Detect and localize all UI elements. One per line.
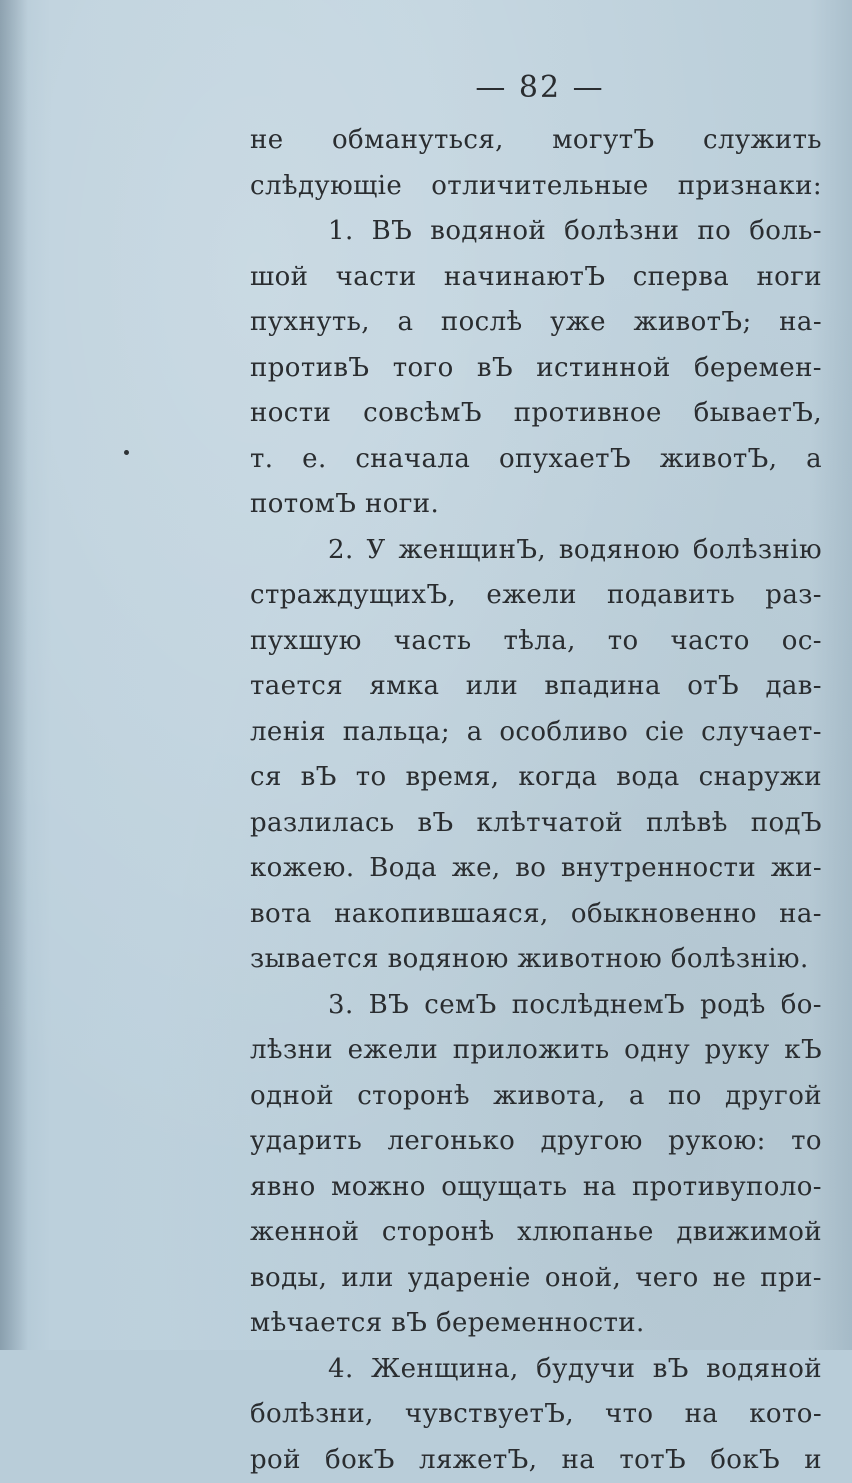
text-line: зывается водяною животною болѣзнію. bbox=[250, 937, 822, 983]
text-line: потомЪ ноги. bbox=[250, 482, 822, 528]
text-line: вота накопившаяся, обыкновенно на- bbox=[250, 892, 822, 938]
binding-shadow bbox=[0, 0, 28, 1350]
text-line: явно можно ощущать на противуполо- bbox=[250, 1165, 822, 1211]
text-line: не обмануться, могутЪ служить bbox=[250, 118, 822, 164]
text-line: ударить легонько другою рукою: то bbox=[250, 1119, 822, 1165]
text-line: пухнуть, а послѣ уже животЪ; на- bbox=[250, 300, 822, 346]
text-line: болѣзни, чувствуетЪ, что на кото- bbox=[250, 1392, 822, 1438]
text-line: воды, или удареніе оной, чего не при- bbox=[250, 1256, 822, 1302]
text-line: 3. ВЪ семЪ послѣднемЪ родѣ бо- bbox=[250, 983, 822, 1029]
text-line: ности совсѣмЪ противное бываетЪ, bbox=[250, 391, 822, 437]
text-line: рой бокЪ ляжетЪ, на тотЪ бокЪ и bbox=[250, 1438, 822, 1483]
text-line: кожею. Вода же, во внутренности жи- bbox=[250, 846, 822, 892]
text-line: страждущихЪ, ежели подавить раз- bbox=[250, 573, 822, 619]
text-line: 4. Женщина, будучи вЪ водяной bbox=[250, 1347, 822, 1393]
text-line: противЪ того вЪ истинной беремен- bbox=[250, 346, 822, 392]
text-line: 2. У женщинЪ, водяною болѣзнію bbox=[250, 528, 822, 574]
text-line: мѣчается вЪ беременности. bbox=[250, 1301, 822, 1347]
text-line: женной сторонѣ хлюпанье движимой bbox=[250, 1210, 822, 1256]
text-line: одной сторонѣ живота, а по другой bbox=[250, 1074, 822, 1120]
text-line: тается ямка или впадина отЪ дав- bbox=[250, 664, 822, 710]
text-line: ленія пальца; а особливо сіе случает- bbox=[250, 710, 822, 756]
page-number: — 82 — bbox=[470, 70, 610, 105]
body-text bbox=[250, 118, 822, 1483]
text-line: ся вЪ то время, когда вода снаружи bbox=[250, 755, 822, 801]
text-line: т. е. сначала опухаетЪ животЪ, а bbox=[250, 437, 822, 483]
text-line: лѣзни ежели приложить одну руку кЪ bbox=[250, 1028, 822, 1074]
text-line: 1. ВЪ водяной болѣзни по боль- bbox=[250, 209, 822, 255]
ink-speck bbox=[124, 450, 129, 455]
text-line: разлилась вЪ клѣтчатой плѣвѣ подЪ bbox=[250, 801, 822, 847]
text-line: слѣдующіе отличительные признаки: bbox=[250, 164, 822, 210]
text-line: шой части начинаютЪ сперва ноги bbox=[250, 255, 822, 301]
text-line: пухшую часть тѣла, то часто ос- bbox=[250, 619, 822, 665]
